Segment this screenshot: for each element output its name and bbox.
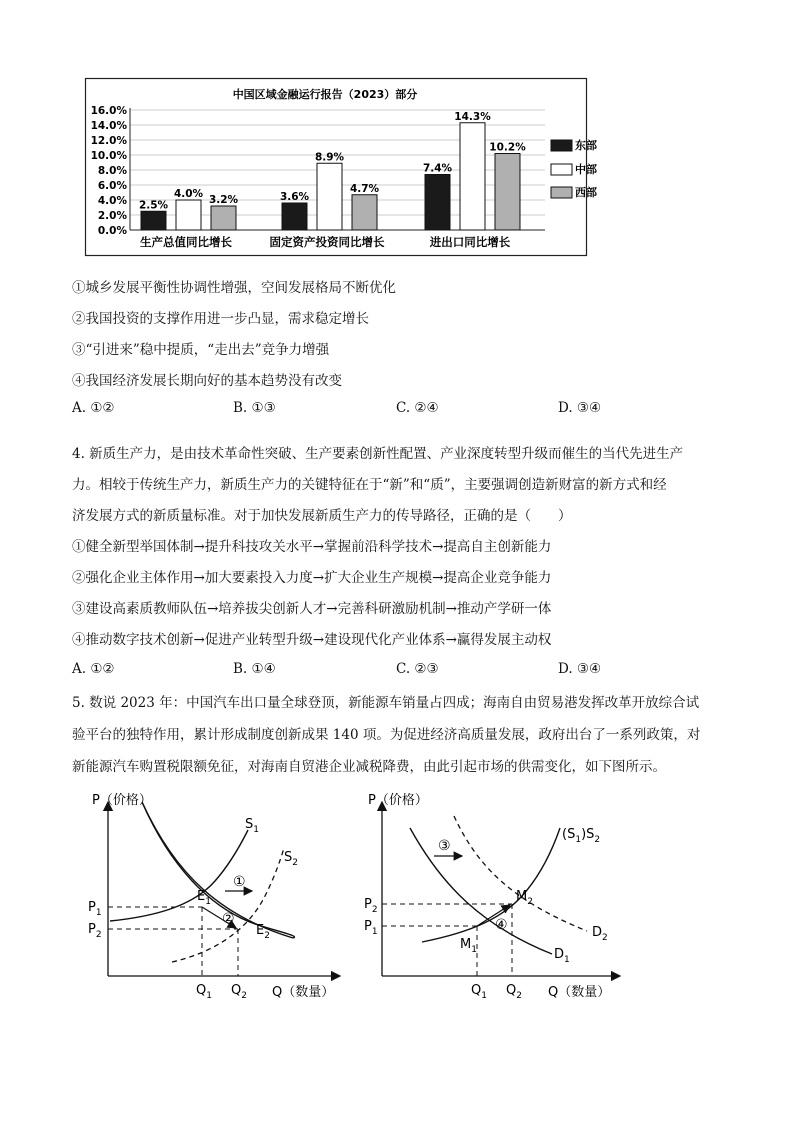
bar-value-label: 8.9% — [314, 151, 345, 164]
g2-label-m1: $M_1$ — [460, 937, 477, 955]
g1-label-q2: $Q_2$ — [231, 983, 247, 1001]
q4-choice-a[interactable]: A. ①② — [72, 661, 115, 677]
q4-option-3: ③建设高素质教师队伍→培养拔尖创新人才→完善科研激励机制→推动产学研一体 — [72, 601, 552, 617]
q3-choice-a[interactable]: A. ①② — [72, 400, 115, 416]
q3-option-4: ④我国经济发展长期向好的基本趋势没有改变 — [72, 373, 342, 389]
y-tick-label: 14.0% — [90, 120, 127, 132]
bar — [211, 206, 236, 230]
bar — [317, 163, 342, 230]
q4-stem-line-1: 4. 新质生产力，是由技术革命性突破、生产要素创新性配置、产业深度转型升级而催生的当代先进生产 — [72, 446, 684, 462]
legend-label-east: 东部 — [575, 139, 597, 152]
g2-label-p1: $P_1$ — [364, 919, 378, 937]
category-labels — [140, 235, 511, 249]
bar — [352, 195, 377, 230]
bar-value-label: 7.4% — [422, 162, 453, 175]
g2-marker-3: ③ — [438, 838, 451, 854]
g2-label-s: $(S_1)S_2$ — [562, 827, 601, 845]
chart-title: 中国区域金融运行报告（2023）部分 — [232, 88, 418, 101]
q3-option-1: ①城乡发展平衡性协调性增强，空间发展格局不断优化 — [72, 280, 396, 296]
g1-label-q1: $Q_1$ — [196, 983, 212, 1001]
bar — [176, 200, 201, 230]
bar-value-label: 4.0% — [173, 188, 204, 200]
g2-label-d1: $D_1$ — [554, 947, 570, 965]
g1-y-label: P（价格） — [92, 793, 152, 808]
legend-label-west: 西部 — [575, 186, 597, 199]
bar-value-label: 14.3% — [454, 110, 491, 123]
g2-marker-4: ④ — [495, 917, 508, 933]
y-tick-label: 16.0% — [90, 105, 127, 117]
y-tick-label: 0.0% — [97, 225, 127, 237]
g2-label-q1: $Q_1$ — [471, 983, 487, 1001]
q4-choice-d[interactable]: D. ③④ — [558, 661, 602, 677]
bar-value-label: 4.7% — [349, 182, 380, 195]
g1-label-p1: $P_1$ — [88, 900, 102, 918]
y-tick-label: 4.0% — [97, 195, 127, 207]
bar — [141, 211, 166, 230]
q5-stem-line-3: 新能源汽车购置税限额免征，对海南自贸港企业减税降费，由此引起市场的供需变化，如下图所示。 — [72, 759, 666, 775]
bar — [425, 175, 450, 231]
bar-value-label: 10.2% — [489, 141, 526, 154]
bar — [282, 203, 307, 230]
q4-stem-line-2: 力。相较于传统生产力，新质生产力的关键特征在于“新”和“质”，主要强调创造新财富的新方式和经 — [72, 477, 667, 493]
legend-swatch-east — [551, 140, 572, 151]
q3-choice-d[interactable]: D. ③④ — [558, 400, 602, 416]
bar — [460, 123, 485, 230]
regional-finance-bar-chart — [85, 78, 597, 256]
legend-swatch-central — [551, 164, 572, 175]
q4-stem-line-3: 济发展方式的新质量标准。对于加快发展新质生产力的传导路径，正确的是（ ） — [72, 508, 572, 524]
q5-stem-line-1: 5. 数说 2023 年：中国汽车出口量全球登顶，新能源车销量占四成；海南自由贸易港发挥改革开放综合试 — [72, 695, 700, 711]
q3-option-2: ②我国投资的支撑作用进一步凸显，需求稳定增长 — [72, 311, 369, 327]
q4-option-4: ④推动数字技术创新→促进产业转型升级→建设现代化产业体系→赢得发展主动权 — [72, 632, 552, 648]
q4-option-1: ①健全新型举国体制→提升科技攻关水平→掌握前沿科学技术→提高自主创新能力 — [72, 539, 552, 555]
bar-value-label: 3.2% — [208, 194, 239, 206]
y-tick-label: 12.0% — [90, 135, 127, 147]
legend-label-central: 中部 — [575, 163, 597, 176]
y-tick-label: 2.0% — [97, 210, 127, 222]
q3-choice-b[interactable]: B. ①③ — [233, 400, 276, 416]
g1-label-e1: $E_1$ — [197, 889, 211, 907]
bar — [495, 154, 520, 231]
bar-value-label: 2.5% — [138, 199, 169, 212]
g1-label-s1: $S_1$ — [245, 817, 259, 835]
g1-marker-1: ① — [233, 874, 246, 890]
demand-shift-graph — [362, 786, 662, 1011]
q4-option-2: ②强化企业主体作用→加大要素投入力度→扩大企业生产规模→提高企业竞争能力 — [72, 570, 552, 586]
y-tick-label: 8.0% — [97, 165, 127, 177]
q3-choice-c[interactable]: C. ②④ — [396, 400, 439, 416]
q5-stem-line-2: 验平台的独特作用，累计形成制度创新成果 140 项。为促进经济高质量发展，政府出台了一系列政策，对 — [72, 727, 701, 743]
g2-label-q2: $Q_2$ — [506, 983, 522, 1001]
g2-label-p2: $P_2$ — [364, 897, 378, 915]
bar-value-label: 3.6% — [279, 191, 310, 203]
category-label: 固定资产投资同比增长 — [269, 235, 385, 249]
legend-swatch-west — [551, 187, 572, 198]
y-tick-label: 10.0% — [90, 150, 127, 162]
g1-label-s2: $S_2$ — [284, 850, 298, 868]
g2-curve-d1 — [410, 828, 552, 954]
g2-label-d2: $D_2$ — [592, 925, 608, 943]
q4-choice-c[interactable]: C. ②③ — [396, 661, 439, 677]
g2-y-label: P（价格） — [368, 793, 428, 808]
q3-option-3: ③“引进来”稳中提质，“走出去”竞争力增强 — [72, 342, 330, 358]
g1-marker-2: ② — [222, 911, 235, 927]
g1-label-p2: $P_2$ — [88, 922, 102, 940]
g2-label-m2: $M_2$ — [516, 889, 533, 907]
q4-choice-b[interactable]: B. ①④ — [233, 661, 276, 677]
category-label: 生产总值同比增长 — [140, 235, 232, 249]
supply-shift-graph — [80, 786, 370, 1011]
g1-curve-s1-main — [142, 802, 293, 938]
y-tick-label: 6.0% — [97, 180, 127, 192]
category-label: 进出口同比增长 — [429, 235, 511, 249]
g1-x-label: Q（数量） — [272, 985, 335, 1000]
g2-x-label: Q（数量） — [548, 985, 611, 1000]
g1-label-e2: $E_2$ — [256, 923, 270, 941]
